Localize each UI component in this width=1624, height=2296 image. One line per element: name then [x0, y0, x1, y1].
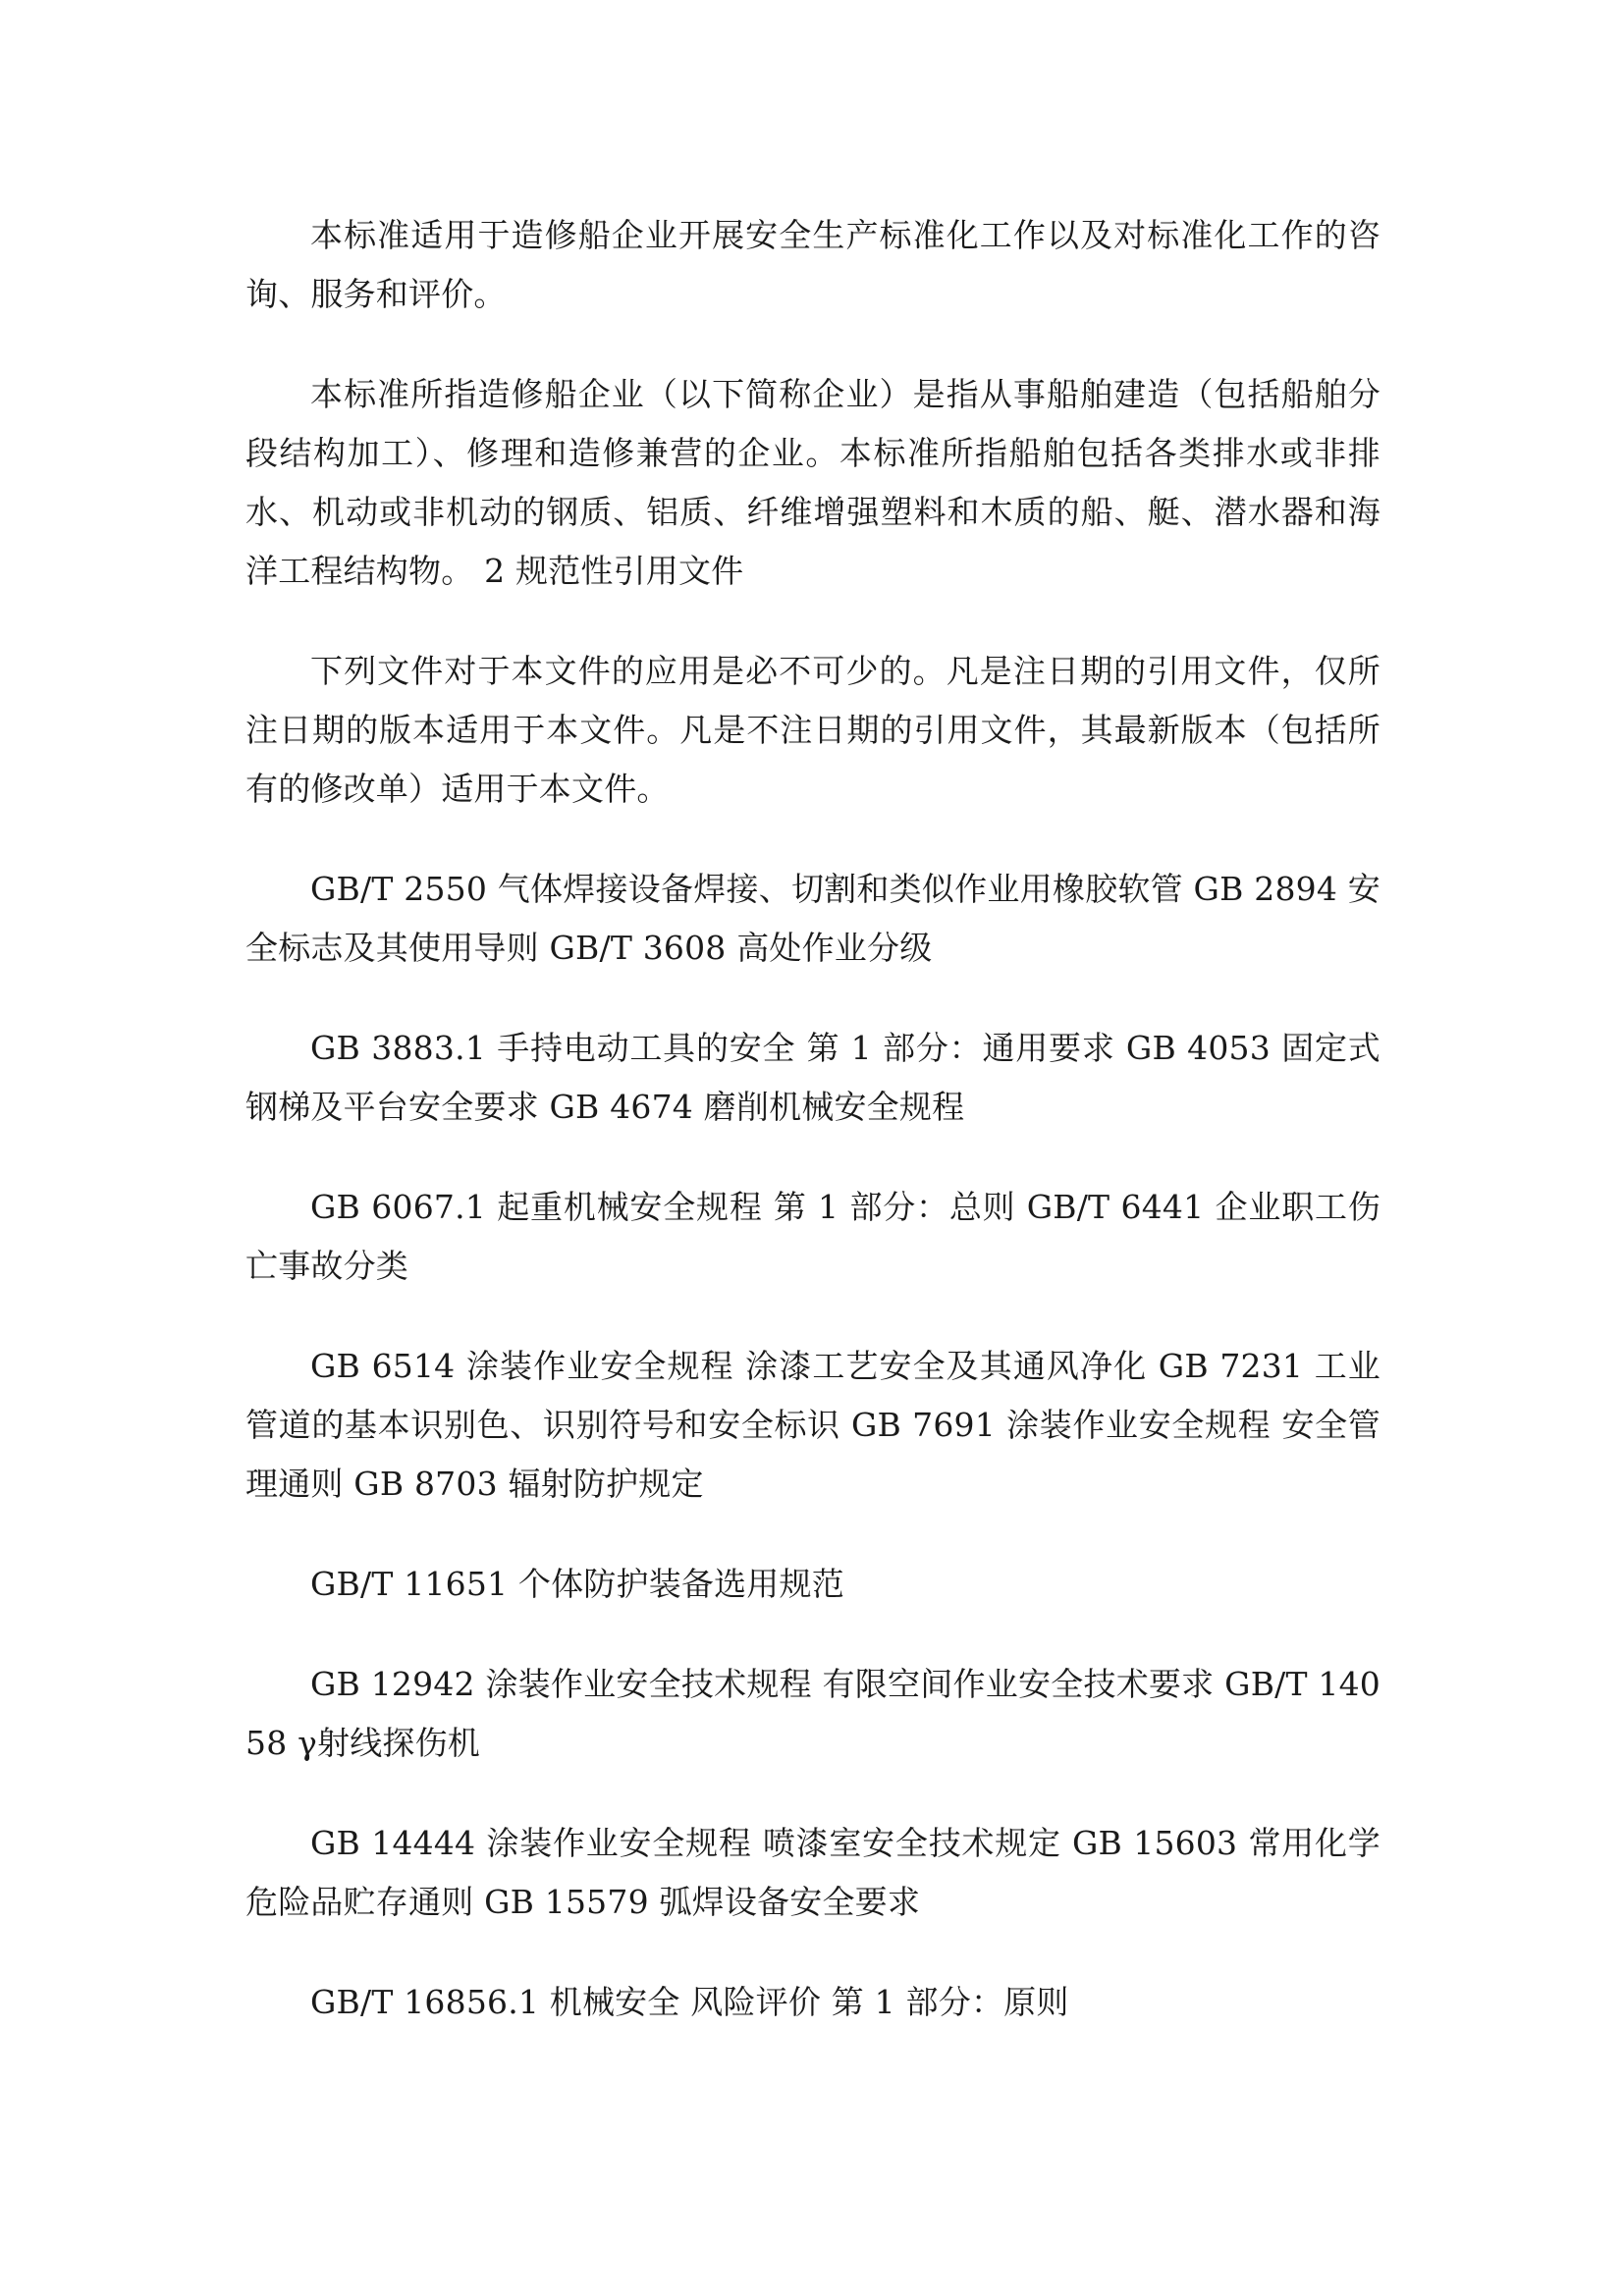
- document-body: [245, 206, 1380, 2032]
- reference-list-item: GB 14444 涂装作业安全规程 喷漆室安全技术规定 GB 15603 常用化学危险品贮存通则 GB 15579 弧焊设备安全要求: [245, 1824, 1380, 1921]
- enterprise-definition-paragraph: 本标准所指造修船企业（以下简称企业）是指从事船舶建造（包括船舶分段结构加工）、修理和造修兼营的企业。本标准所指船舶包括各类排水或非排水、机动或非机动的钢质、铝质、纤维增强塑料和木质的船、艇、潜水器和海洋工程结构物。 2 规范性引用文件: [245, 375, 1380, 590]
- reference-list-item: GB 6067.1 起重机械安全规程 第 1 部分：总则 GB/T 6441 企业职工伤亡事故分类: [245, 1188, 1380, 1285]
- reference-list-item: GB 6514 涂装作业安全规程 涂漆工艺安全及其通风净化 GB 7231 工业管道的基本识别色、识别符号和安全标识 GB 7691 涂装作业安全规程 安全管理通则 GB 8703 辐射防护规定: [245, 1347, 1380, 1503]
- reference-list-item: GB 3883.1 手持电动工具的安全 第 1 部分：通用要求 GB 4053 固定式钢梯及平台安全要求 GB 4674 磨削机械安全规程: [245, 1029, 1380, 1126]
- reference-list-item: GB 12942 涂装作业安全技术规程 有限空间作业安全技术要求 GB/T 14058 γ射线探伤机: [245, 1665, 1380, 1762]
- normative-references-intro: 下列文件对于本文件的应用是必不可少的。凡是注日期的引用文件，仅所注日期的版本适用于本文件。凡是不注日期的引用文件，其最新版本（包括所有的修改单）适用于本文件。: [245, 652, 1380, 808]
- reference-list-item: GB/T 2550 气体焊接设备焊接、切割和类似作业用橡胶软管 GB 2894 安全标志及其使用导则 GB/T 3608 高处作业分级: [245, 870, 1380, 967]
- reference-list-item: GB/T 11651 个体防护装备选用规范: [310, 1565, 844, 1603]
- scope-paragraph: 本标准适用于造修船企业开展安全生产标准化工作以及对标准化工作的咨询、服务和评价。: [245, 216, 1380, 313]
- reference-list-item: GB/T 16856.1 机械安全 风险评价 第 1 部分：原则: [310, 1983, 1069, 2021]
